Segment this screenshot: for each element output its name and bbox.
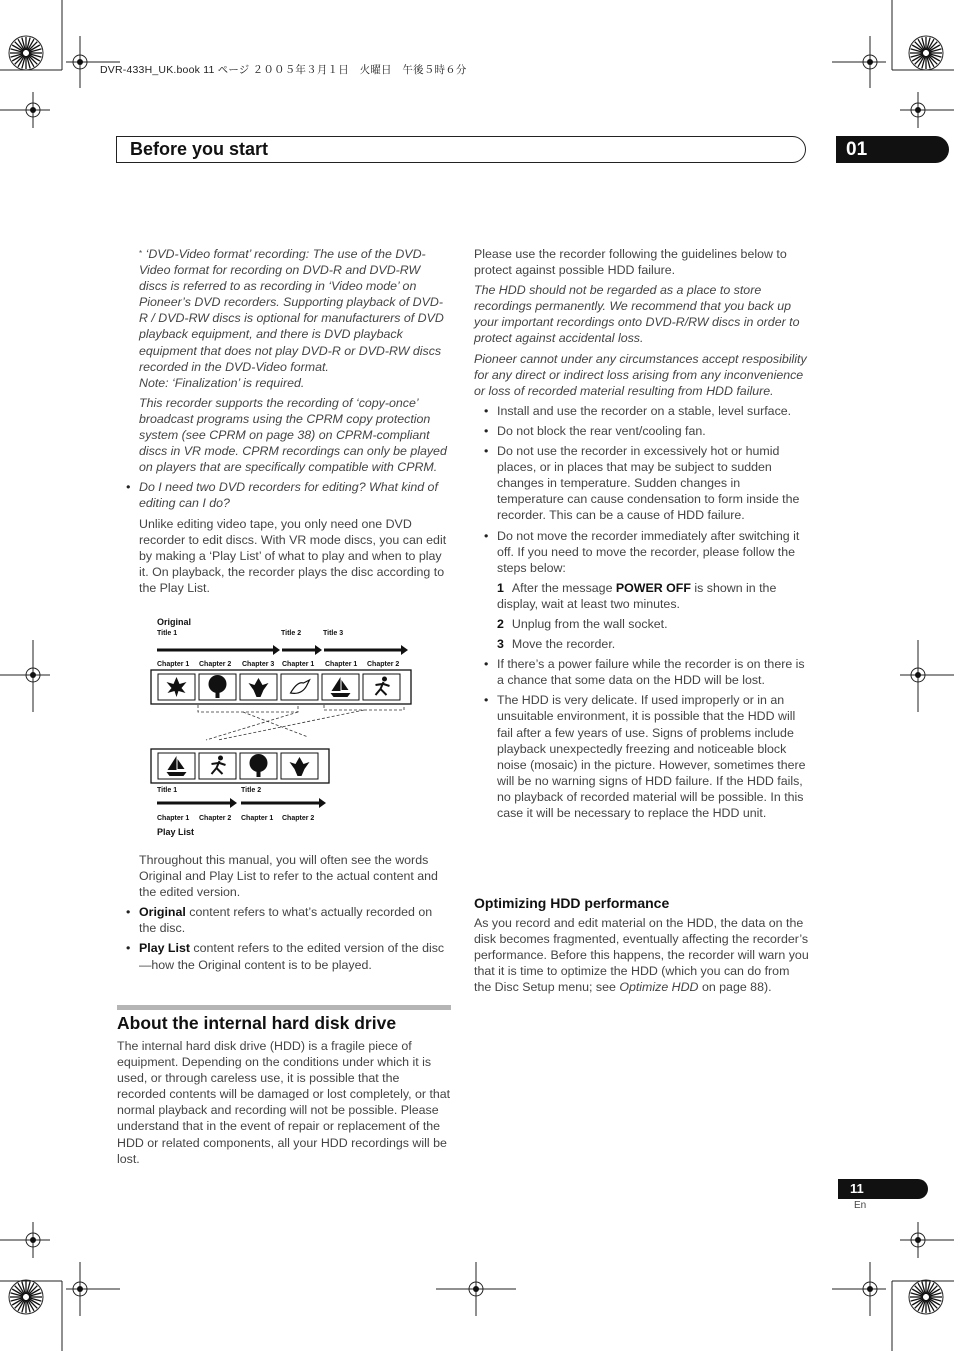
original-term: Original bbox=[139, 905, 186, 920]
page-title: Before you start bbox=[130, 139, 269, 159]
page-number: 11 bbox=[838, 1179, 928, 1199]
chapter-label: Chapter 2 bbox=[199, 661, 232, 668]
list-item: • If there’s a power failure while the recorder is on there is a chance that some data on the HDD will be lost. bbox=[474, 656, 809, 688]
throughout-paragraph: Throughout this manual, you will often see the words Original and Play List to refer to the actual content and the edited version. bbox=[139, 853, 438, 900]
step-1: 1 After the message POWER OFF is shown in the display, wait at least two minutes. bbox=[497, 580, 777, 611]
original-frame bbox=[281, 674, 318, 700]
section-header-bar bbox=[116, 136, 806, 163]
subsection-heading: Optimizing HDD performance bbox=[474, 895, 670, 911]
faq-question: • Do I need two DVD recorders for editing? What kind of editing can I do? bbox=[139, 479, 451, 511]
guidelines-intro: Please use the recorder following the guidelines below to protect against possible HDD failure. bbox=[474, 247, 787, 278]
faq-answer: Unlike editing video tape, you only need one DVD recorder to edit discs. With VR mode discs, you can edit by making a ‘Play List’ of what to play and when to play it. On playback, the recorder plays the disc according to the Play List. bbox=[139, 516, 447, 595]
title-label: Title 2 bbox=[281, 630, 302, 637]
playlist-title-2-arrow-head bbox=[319, 798, 326, 808]
list-item: • Do not move the recorder immediately after switching it off. If you need to move the recorder, please follow the steps below: bbox=[474, 528, 809, 576]
list-item: • The HDD is very delicate. If used improperly or in an unsuitable environment, it is possible that the HDD will fail after a few years of use. Signs of problems include playback unexpectedly freezing and noticeable block noise (mosaic) in the picture. However, sometimes there will be no warning signs of HDD failure. If the HDD fails, no playback of recorded material will be possible. In this case it will be necessary to replace the HDD unit. bbox=[474, 692, 809, 821]
title-3-arrow-head bbox=[401, 645, 408, 655]
pioneer-liability-note: Pioneer cannot under any circumstances accept resposibility for any direct or indirect loss arising from any inconvenience or loss of recorded material resulting from HDD failure. bbox=[474, 351, 807, 398]
original-label: Original bbox=[157, 617, 192, 627]
title-label: Title 1 bbox=[157, 630, 178, 637]
chapter-label: Chapter 1 bbox=[241, 815, 274, 822]
hdd-backup-note: The HDD should not be regarded as a place to store recordings permanently. We recommend that you back up your important recordings onto DVD-R/RW discs in order to protect against accidental loss. bbox=[474, 283, 800, 346]
chapter-label: Chapter 3 bbox=[242, 661, 275, 668]
original-definition: • Original content refers to what’s actually recorded on the disc. bbox=[139, 904, 451, 936]
chapter-label: Chapter 2 bbox=[367, 661, 400, 668]
title-2-arrow-head bbox=[315, 645, 322, 655]
title-label: Title 1 bbox=[157, 787, 178, 794]
step-3: 3 Move the recorder. bbox=[497, 637, 616, 652]
chapter-label: Chapter 2 bbox=[199, 815, 232, 822]
title-label: Title 2 bbox=[241, 787, 262, 794]
footnote-mark: * bbox=[139, 249, 143, 258]
left-column-lower bbox=[139, 852, 451, 977]
chapter-label: Chapter 2 bbox=[282, 815, 315, 822]
chapter-label: Chapter 1 bbox=[157, 661, 190, 668]
list-item: • Install and use the recorder on a stable, level surface. bbox=[474, 403, 809, 419]
list-item: • Do not use the recorder in excessively hot or humid places, or in places that may be subject to sudden changes in temperature. Sudden changes in temperature can cause condensation to form inside the recorder. This can be a cause of HDD failure. bbox=[474, 443, 809, 523]
chapter-label: Chapter 1 bbox=[157, 815, 190, 822]
chapter-label: Chapter 1 bbox=[325, 661, 358, 668]
section-body: The internal hard disk drive (HDD) is a fragile piece of equipment. Depending on the conditions under which it is used, or through careless use, it is possible that the recorded contents will be damaged or lost completely, or that normal playback and recording will not be possible. Please understand that in the event of repair or replacement of the HDD or related components, all your HDD recordings will be lost. bbox=[117, 1039, 451, 1166]
title-label: Title 3 bbox=[323, 630, 344, 637]
page-language: En bbox=[854, 1200, 867, 1211]
edit-connector-lines bbox=[198, 705, 404, 740]
title-1-arrow-head bbox=[273, 645, 280, 655]
playlist-term: Play List bbox=[139, 941, 190, 956]
subsection-body: As you record and edit material on the HDD, the data on the disk becomes fragmented, eventually affecting the recorder’s performance. Before this happens, the recorder will warn you that it is time to optimize the HDD (which you can do from the Disc Setup menu; see Optimize HDD on page 88). bbox=[474, 916, 809, 995]
print-header: DVR-433H_UK.book 11 ページ ２００５年３月１日 火曜日 午後５時６分 bbox=[100, 64, 467, 76]
step-2: 2 Unplug from the wall socket. bbox=[497, 616, 668, 631]
playlist-title-1-arrow-head bbox=[230, 798, 237, 808]
chapter-label: Chapter 1 bbox=[282, 661, 315, 668]
copy-once-note: This recorder supports the recording of ‘copy-once’ broadcast programs using the CPRM copy protection system (see CPRM on page 38) on CPRM-compliant discs in VR mode. CPRM recordings can only be played on players that are specifically compatible with CPRM. bbox=[139, 395, 447, 475]
section-heading: About the internal hard disk drive bbox=[117, 1013, 397, 1033]
section-rule bbox=[117, 1005, 451, 1010]
optimize-hdd-reference: Optimize HDD bbox=[619, 980, 699, 995]
power-off-message: POWER OFF bbox=[615, 580, 691, 595]
footnote-note: Note: ‘Finalization’ is required. bbox=[139, 375, 305, 390]
chapter-tab: 01 bbox=[836, 136, 949, 163]
list-item: • Do not block the rear vent/cooling fan. bbox=[474, 423, 809, 439]
right-column bbox=[474, 246, 809, 825]
playlist-label: Play List bbox=[157, 827, 195, 837]
left-column bbox=[139, 246, 451, 600]
footnote: * ‘DVD-Video format’ recording: The use of the DVD-Video format for recording on DVD-R and DVD-RW discs is referred to as recording in ‘Video mode’ on Pioneer’s DVD recorders. Supporting playback of DVD-R / DVD-RW discs is optional for manufacturers of DVD playback equipment, and there is DVD playback equipment that does not play DVD-R or DVD-RW discs recorded in the DVD-Video format. Note: ‘Finalization’ is required. bbox=[139, 247, 444, 390]
original-playlist-diagram bbox=[148, 612, 428, 842]
playlist-definition: • Play List content refers to the edited version of the disc—how the Original content is to be played. bbox=[139, 940, 451, 972]
